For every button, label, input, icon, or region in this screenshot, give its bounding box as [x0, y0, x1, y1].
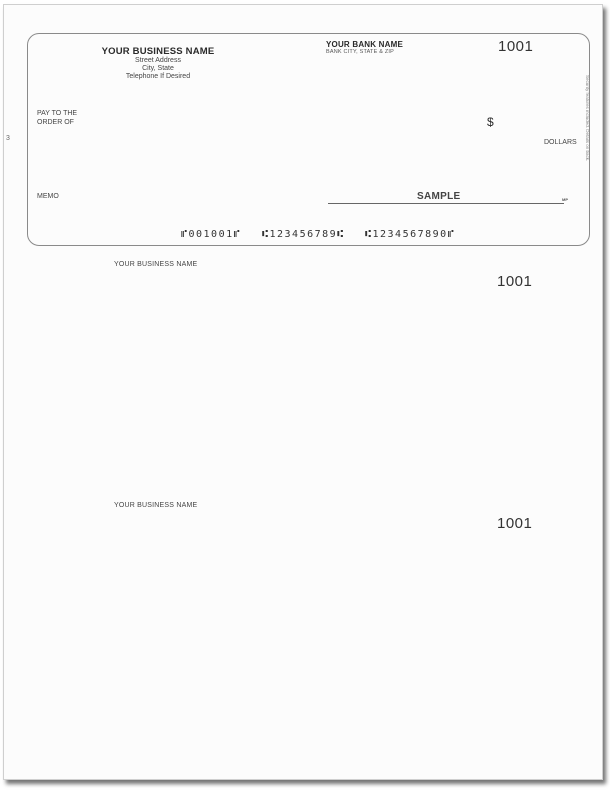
pay-to-label — [37, 109, 77, 127]
pay-to-line1: PAY TO THE — [37, 110, 78, 117]
mp-mark: MP — [562, 197, 568, 202]
security-text: Security features included. Details on back. — [585, 75, 590, 162]
business-city: City, State — [142, 65, 174, 72]
micr-check-number: ⑈001001⑈ — [181, 229, 242, 240]
signature-sample: SAMPLE — [417, 191, 461, 202]
memo-label: MEMO — [37, 193, 59, 200]
micr-account-number: ⑆1234567890⑈ — [365, 229, 456, 240]
check-number: 1001 — [498, 38, 534, 55]
security-side-text — [582, 75, 590, 215]
business-phone: Telephone If Desired — [125, 73, 191, 80]
business-address: Street Address — [135, 57, 181, 64]
dollar-sign: $ — [487, 115, 494, 129]
bank-city: BANK CITY, STATE & ZIP — [326, 49, 394, 55]
check-sheet — [3, 4, 603, 780]
stub2-business-name: YOUR BUSINESS NAME — [114, 502, 198, 509]
fold-mark: 3 — [6, 135, 10, 142]
signature-line — [328, 203, 564, 204]
check-panel — [27, 33, 590, 246]
dollars-label: DOLLARS — [544, 139, 577, 146]
pay-to-line2: ORDER OF — [37, 119, 74, 126]
stub2-check-number: 1001 — [497, 515, 533, 532]
bank-name: YOUR BANK NAME — [326, 40, 404, 49]
stub1-business-name: YOUR BUSINESS NAME — [114, 261, 198, 268]
business-name: YOUR BUSINESS NAME — [101, 46, 215, 57]
stub1-check-number: 1001 — [497, 273, 533, 290]
micr-routing-number: ⑆123456789⑆ — [262, 229, 345, 240]
